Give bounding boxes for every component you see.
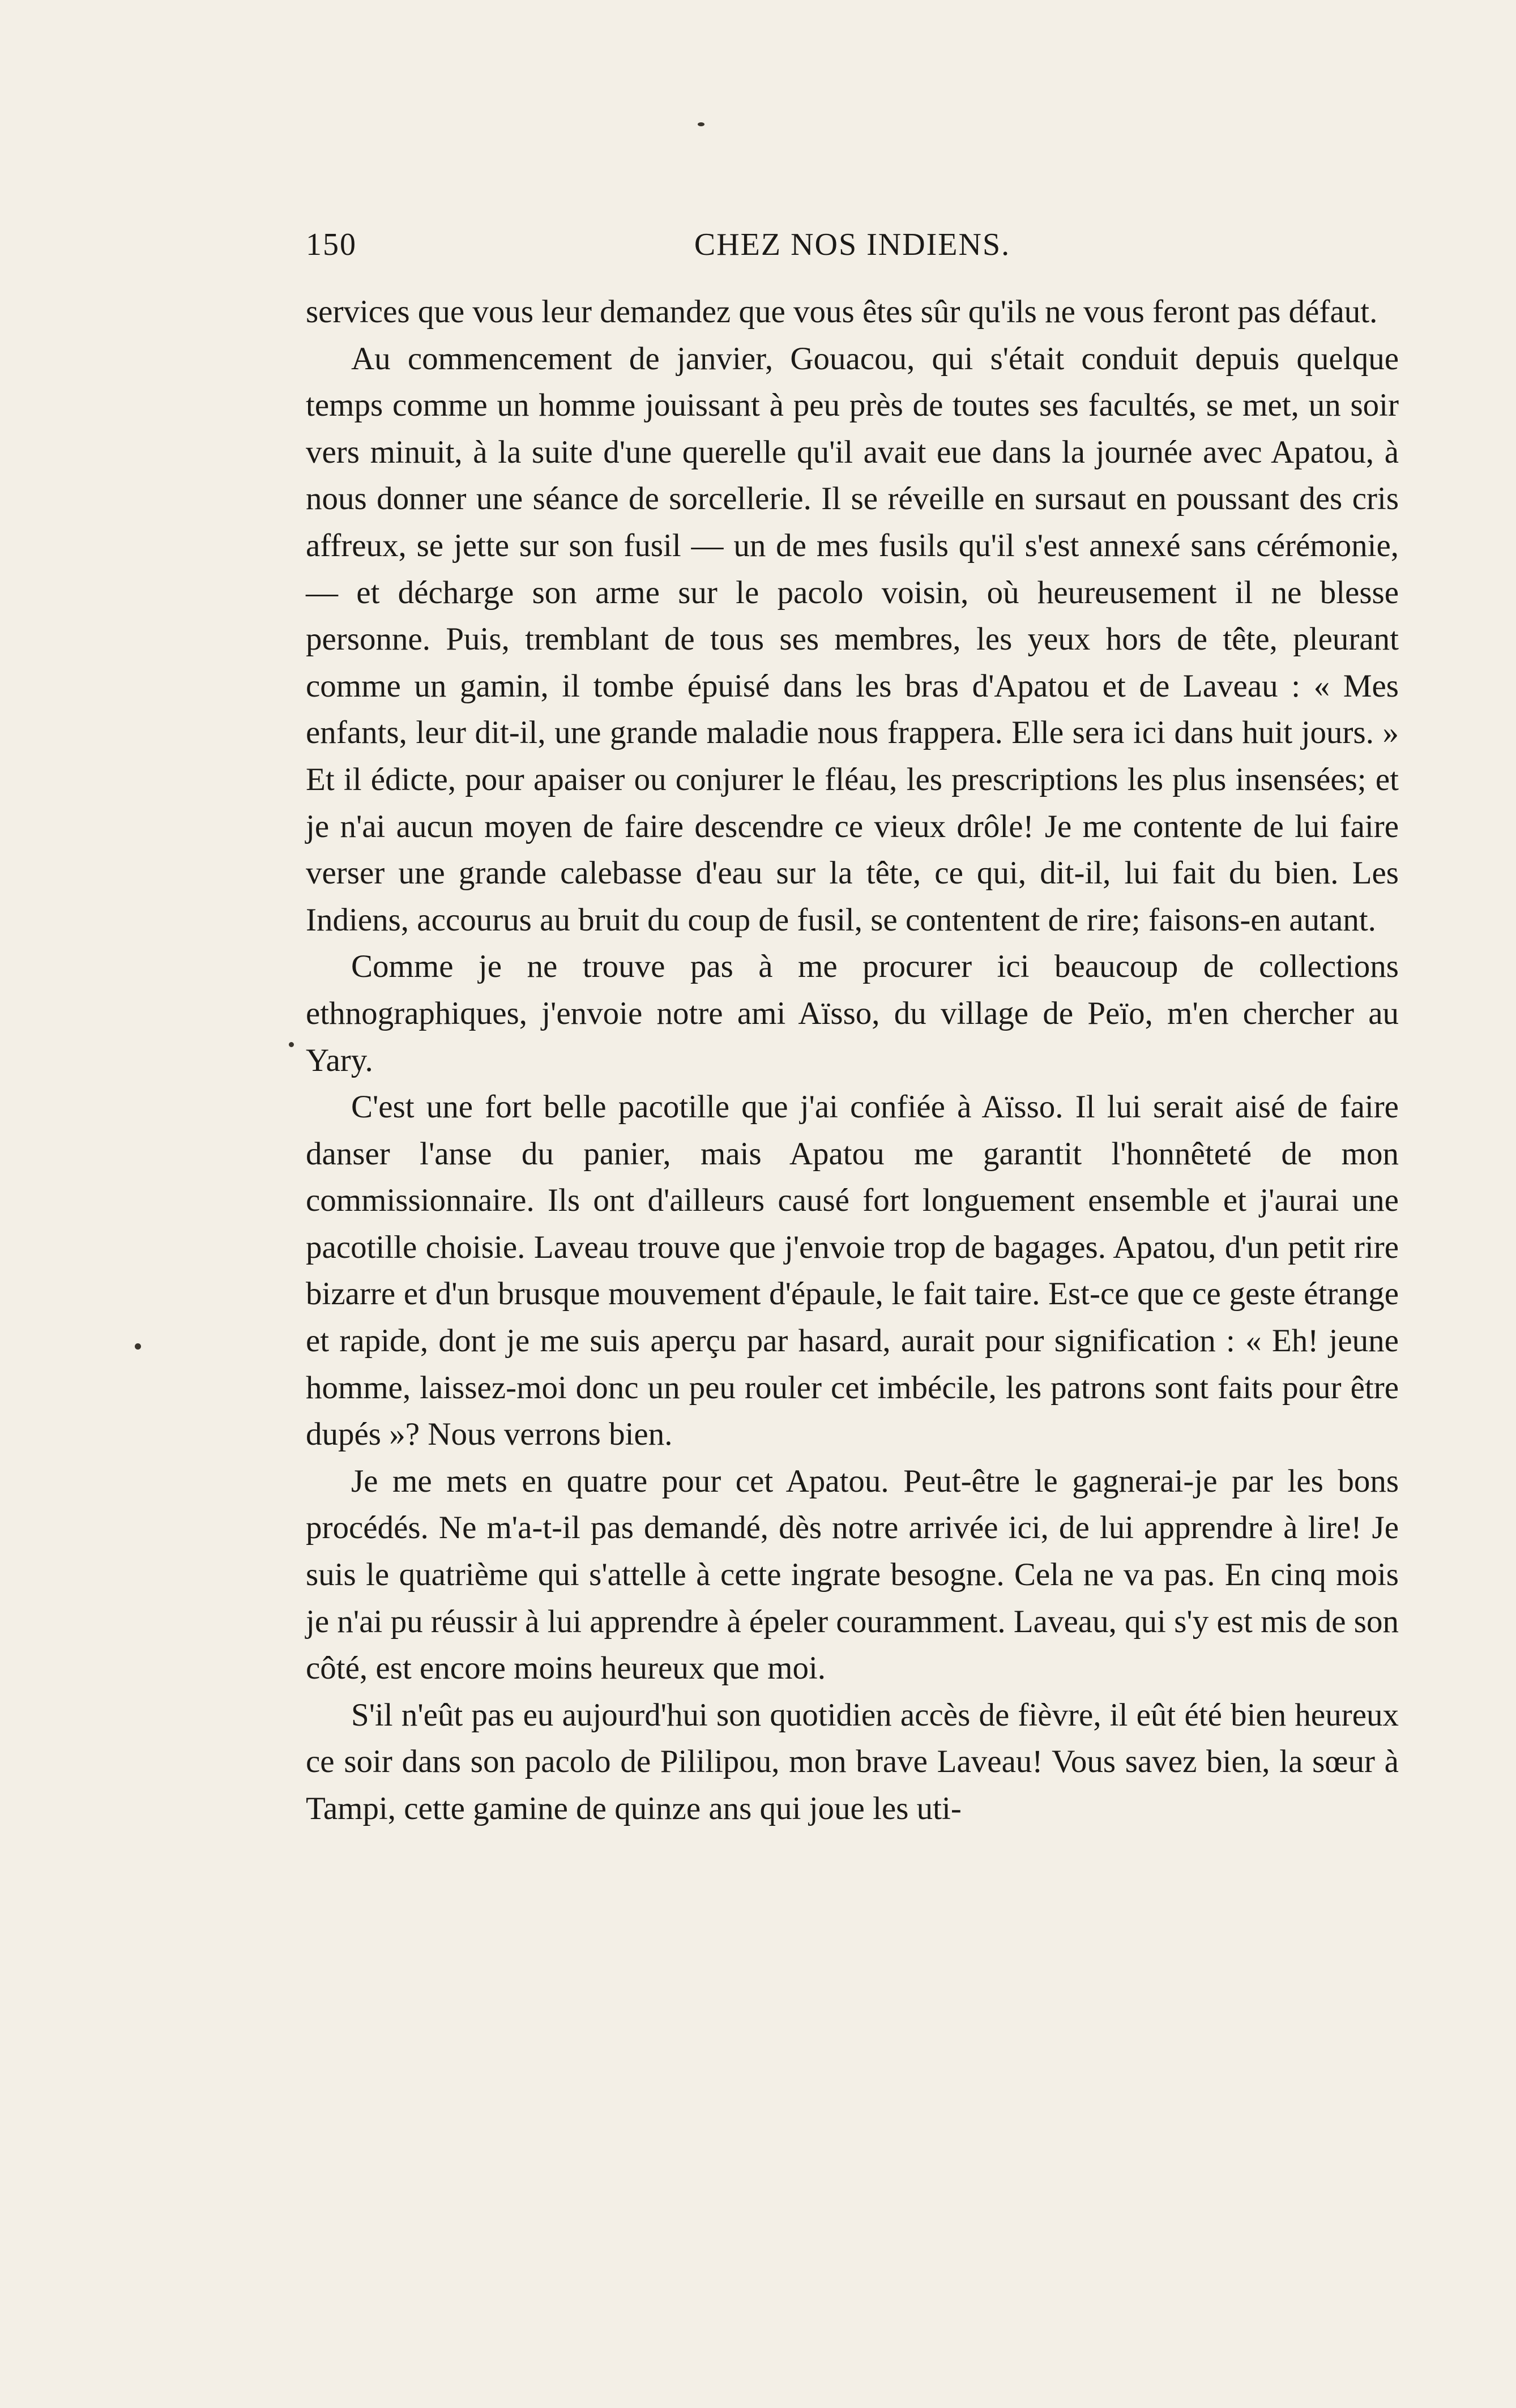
- paragraph-continued: services que vous leur demandez que vous êtes sûr qu'ils ne vous feront pas défaut.: [306, 294, 1378, 330]
- paragraph-collections: Comme je ne trouve pas à me procurer ici beaucoup de collections ethnographiques, j'envoie notre ami Aïsso, du village de Peïo, m'en chercher au Yary.: [306, 949, 1399, 1078]
- paragraph-lecture: Je me mets en quatre pour cet Apatou. Peut-être le gagnerai-je par les bons procédés. Ne m'a-t-il pas demandé, dès notre arrivée ici, de lui apprendre à lire! Je suis le quatrième qui s'attelle à cette ingrate besogne. Cela ne va pas. En cinq mois je n'ai pu réussir à lui apprendre à épeler couramment. Laveau, qui s'y est mis de son côté, est encore moins heureux que moi.: [306, 1463, 1399, 1687]
- paragraph-pacotille: C'est une fort belle pacotille que j'ai confiée à Aïsso. Il lui serait aisé de faire danser l'anse du panier, mais Apatou me garantit l'honnêteté de mon commissionnaire. Ils ont d'ailleurs causé fort longuement ensemble et j'aurai une pacotille choisie. Laveau trouve que j'envoie trop de bagages. Apatou, d'un petit rire bizarre et d'un brusque mouvement d'épaule, le fait taire. Est-ce que ce geste étrange et rapide, dont je me suis aperçu par hasard, aurait pour signification : « Eh! jeune homme, laissez-moi donc un peu rouler cet imbécile, les patrons sont faits pour être dupés »? Nous verrons bien.: [306, 1089, 1399, 1453]
- body-text: [306, 289, 1399, 1833]
- paragraph-laveau: S'il n'eût pas eu aujourd'hui son quotidien accès de fièvre, il eût été bien heureux ce soir dans son pacolo de Pililipou, mon brave Laveau! Vous savez bien, la sœur à Tampi, cette gamine de quinze ans qui joue les uti-: [306, 1697, 1399, 1826]
- print-speck: [289, 1042, 294, 1047]
- page-header: [306, 227, 1399, 272]
- page-number: 150: [306, 227, 357, 262]
- paragraph-gouacou: Au commencement de janvier, Gouacou, qui s'était conduit depuis quelque temps comme un homme jouissant à peu près de toutes ses facultés, se met, un soir vers minuit, à la suite d'une querelle qu'il avait eue dans la journée avec Apatou, à nous donner une séance de sorcellerie. Il se réveille en sursaut en poussant des cris affreux, se jette sur son fusil — un de mes fusils qu'il s'est annexé sans cérémonie, — et décharge son arme sur le pacolo voisin, où heureusement il ne blesse personne. Puis, tremblant de tous ses membres, les yeux hors de tête, pleurant comme un gamin, il tombe épuisé dans les bras d'Apatou et de Laveau : « Mes enfants, leur dit-il, une grande maladie nous frappera. Elle sera ici dans huit jours. » Et il édicte, pour apaiser ou conjurer le fléau, les prescriptions les plus insensées; et je n'ai aucun moyen de faire descendre ce vieux drôle! Je me contente de lui faire verser une grande calebasse d'eau sur la tête, ce qui, dit-il, lui fait du bien. Les Indiens, accourus au bruit du coup de fusil, se contentent de rire; faisons-en autant.: [306, 340, 1399, 938]
- print-speck: [698, 122, 704, 126]
- print-speck: [135, 1343, 141, 1350]
- running-title: CHEZ NOS INDIENS.: [694, 227, 1011, 262]
